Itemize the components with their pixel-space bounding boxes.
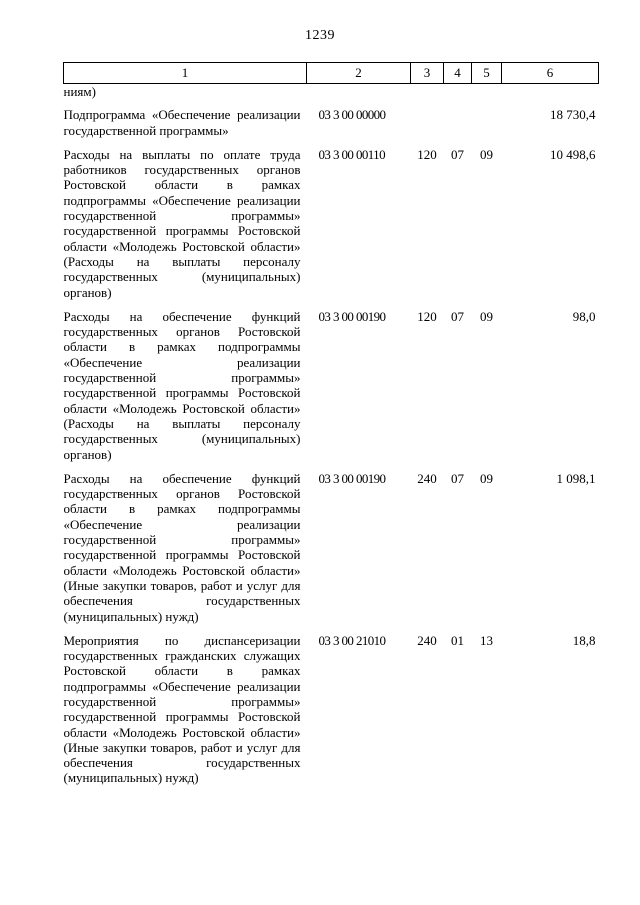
column-header-description: 1	[64, 63, 307, 84]
row-pr: 13	[480, 632, 493, 648]
table-row	[64, 468, 599, 630]
continuation-row	[64, 84, 599, 105]
row-description: Расходы на обеспечение функций государственных органов Ростовской области в рамках подпрограммы «Обеспечение реализации государственной программы» государственной программы Ростовской области «Молодежь Ростовской области» (Расходы на выплаты персоналу государственных (муниципальных) органов)	[63, 308, 301, 462]
row-description: Подпрограмма «Обеспечение реализации государственной программы»	[63, 107, 301, 138]
table-header-row	[64, 63, 599, 84]
row-rz: 07	[451, 146, 464, 162]
table-row	[64, 144, 599, 306]
row-rz: 01	[451, 632, 464, 648]
row-code: 03 3 00 00110	[318, 146, 385, 162]
row-description: Расходы на выплаты по оплате труда работников государственных органов Ростовской области в рамках подпрограммы «Обеспечение реализации государственной программы» государственной программы Ростовской области «Молодежь Ростовской области» (Расходы на выплаты персоналу государственных (муниципальных) органов)	[63, 146, 301, 300]
row-rz	[444, 104, 472, 144]
row-pr	[472, 104, 502, 144]
row-code: 03 3 00 21010	[318, 632, 386, 648]
page-number: 1239	[305, 28, 335, 43]
table-row	[64, 104, 599, 144]
row-code: 03 3 00 00190	[318, 308, 386, 324]
column-header-rz: 4	[444, 63, 472, 84]
row-code: 03 3 00 00000	[318, 107, 386, 123]
table-row	[64, 306, 599, 468]
row-vr	[411, 104, 444, 144]
row-description: Расходы на обеспечение функций государственных органов Ростовской области в рамках подпрограммы «Обеспечение реализации государственной программы» государственной программы Ростовской области «Молодежь Ростовской области» (Иные закупки товаров, работ и услуг для обеспечения государственных (муниципальных) нужд)	[63, 470, 301, 624]
budget-table	[63, 62, 599, 792]
row-vr: 240	[417, 470, 437, 486]
row-amount: 18 730,4	[550, 107, 596, 123]
row-amount: 1 098,1	[556, 470, 596, 486]
row-amount: 10 498,6	[550, 146, 596, 162]
column-header-pr: 5	[472, 63, 502, 84]
row-rz: 07	[451, 470, 464, 486]
continuation-text: ниям)	[63, 84, 96, 99]
row-pr: 09	[480, 146, 493, 162]
row-description: Мероприятия по диспансеризации государственных гражданских служащих Ростовской области в рамках подпрограммы «Обеспечение реализации государственной программы» государственной программы Ростовской области «Молодежь Ростовской области» (Иные закупки товаров, работ и услуг для обеспечения государственных (муниципальных) нужд)	[63, 632, 301, 786]
row-code: 03 3 00 00190	[318, 470, 386, 486]
table-row	[64, 630, 599, 792]
row-pr: 09	[480, 308, 493, 324]
column-header-code: 2	[307, 63, 411, 84]
row-rz: 07	[451, 308, 464, 324]
row-vr: 120	[417, 146, 437, 162]
row-vr: 240	[417, 632, 437, 648]
column-header-vr: 3	[411, 63, 444, 84]
row-amount: 18,8	[572, 632, 596, 648]
row-amount: 98,0	[572, 308, 596, 324]
column-header-amount: 6	[502, 63, 599, 84]
row-vr: 120	[417, 308, 437, 324]
row-pr: 09	[480, 470, 493, 486]
